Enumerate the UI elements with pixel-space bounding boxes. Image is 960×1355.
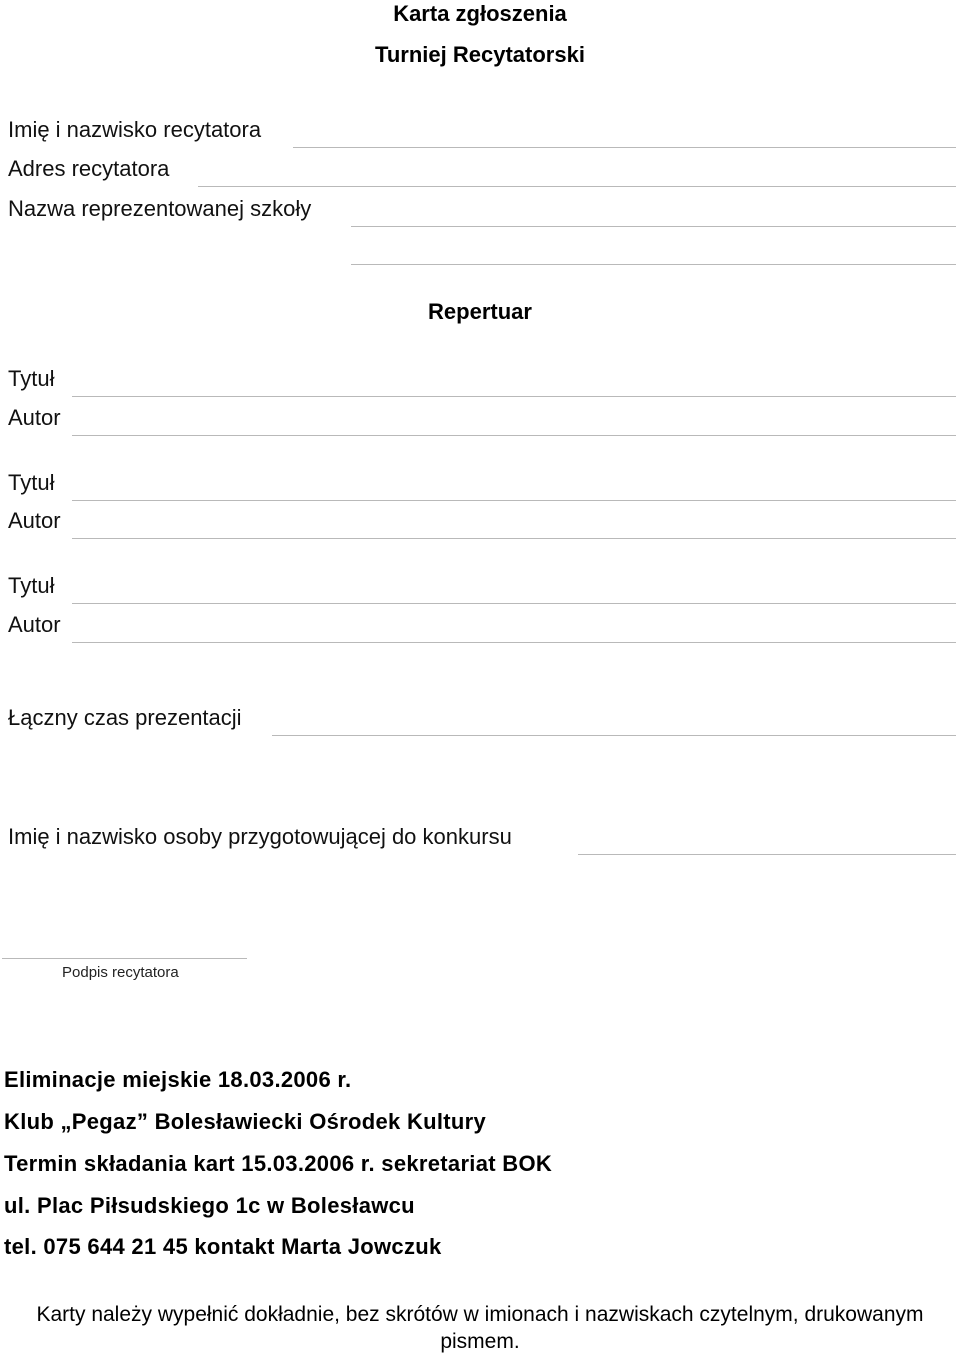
info-line-address: ul. Plac Piłsudskiego 1c w Bolesławcu <box>4 1193 415 1218</box>
applicant-name-field[interactable] <box>293 147 956 148</box>
info-line-elimination: Eliminacje miejskie 18.03.2006 r. <box>4 1067 352 1092</box>
form-subtitle: Turniej Recytatorski <box>375 42 585 67</box>
teacher-name-field[interactable] <box>578 854 956 855</box>
repertoire-title-label-1: Tytuł <box>8 366 55 391</box>
repertoire-title-field-2[interactable] <box>72 500 956 501</box>
total-duration-label: Łączny czas prezentacji <box>8 705 242 730</box>
school-name-field-extra[interactable] <box>351 264 956 265</box>
info-line-venue: Klub „Pegaz” Bolesławiecki Ośrodek Kultury <box>4 1109 487 1134</box>
footer-note: Karty należy wypełnić dokładnie, bez skrótów w imionach i nazwiskach czytelnym, drukowanym pismem. <box>36 1303 924 1353</box>
repertoire-title-label-3: Tytuł <box>8 573 55 598</box>
teacher-name-label: Imię i nazwisko osoby przygotowującej do konkursu <box>8 824 512 849</box>
repertoire-title-field-3[interactable] <box>72 603 956 604</box>
repertoire-author-label-1: Autor <box>8 405 61 430</box>
repertoire-title-field-1[interactable] <box>72 396 956 397</box>
info-line-contact: tel. 075 644 21 45 kontakt Marta Jowczuk <box>4 1234 442 1259</box>
repertoire-author-label-2: Autor <box>8 508 61 533</box>
repertoire-author-field-3[interactable] <box>72 642 956 643</box>
signature-line[interactable] <box>2 958 247 959</box>
signature-label: Podpis recytatora <box>62 964 179 981</box>
applicant-address-field[interactable] <box>198 186 956 187</box>
repertoire-author-label-3: Autor <box>8 612 61 637</box>
school-name-label: Nazwa reprezentowanej szkoły <box>8 196 312 221</box>
school-name-field[interactable] <box>351 226 956 227</box>
repertoire-author-field-1[interactable] <box>72 435 956 436</box>
repertoire-author-field-2[interactable] <box>72 538 956 539</box>
repertoire-heading: Repertuar <box>428 299 532 324</box>
repertoire-title-label-2: Tytuł <box>8 470 55 495</box>
applicant-address-label: Adres recytatora <box>8 156 170 181</box>
info-line-deadline: Termin składania kart 15.03.2006 r. sekretariat BOK <box>4 1151 553 1176</box>
total-duration-field[interactable] <box>272 735 956 736</box>
form-title: Karta zgłoszenia <box>393 1 567 26</box>
applicant-name-label: Imię i nazwisko recytatora <box>8 117 262 142</box>
